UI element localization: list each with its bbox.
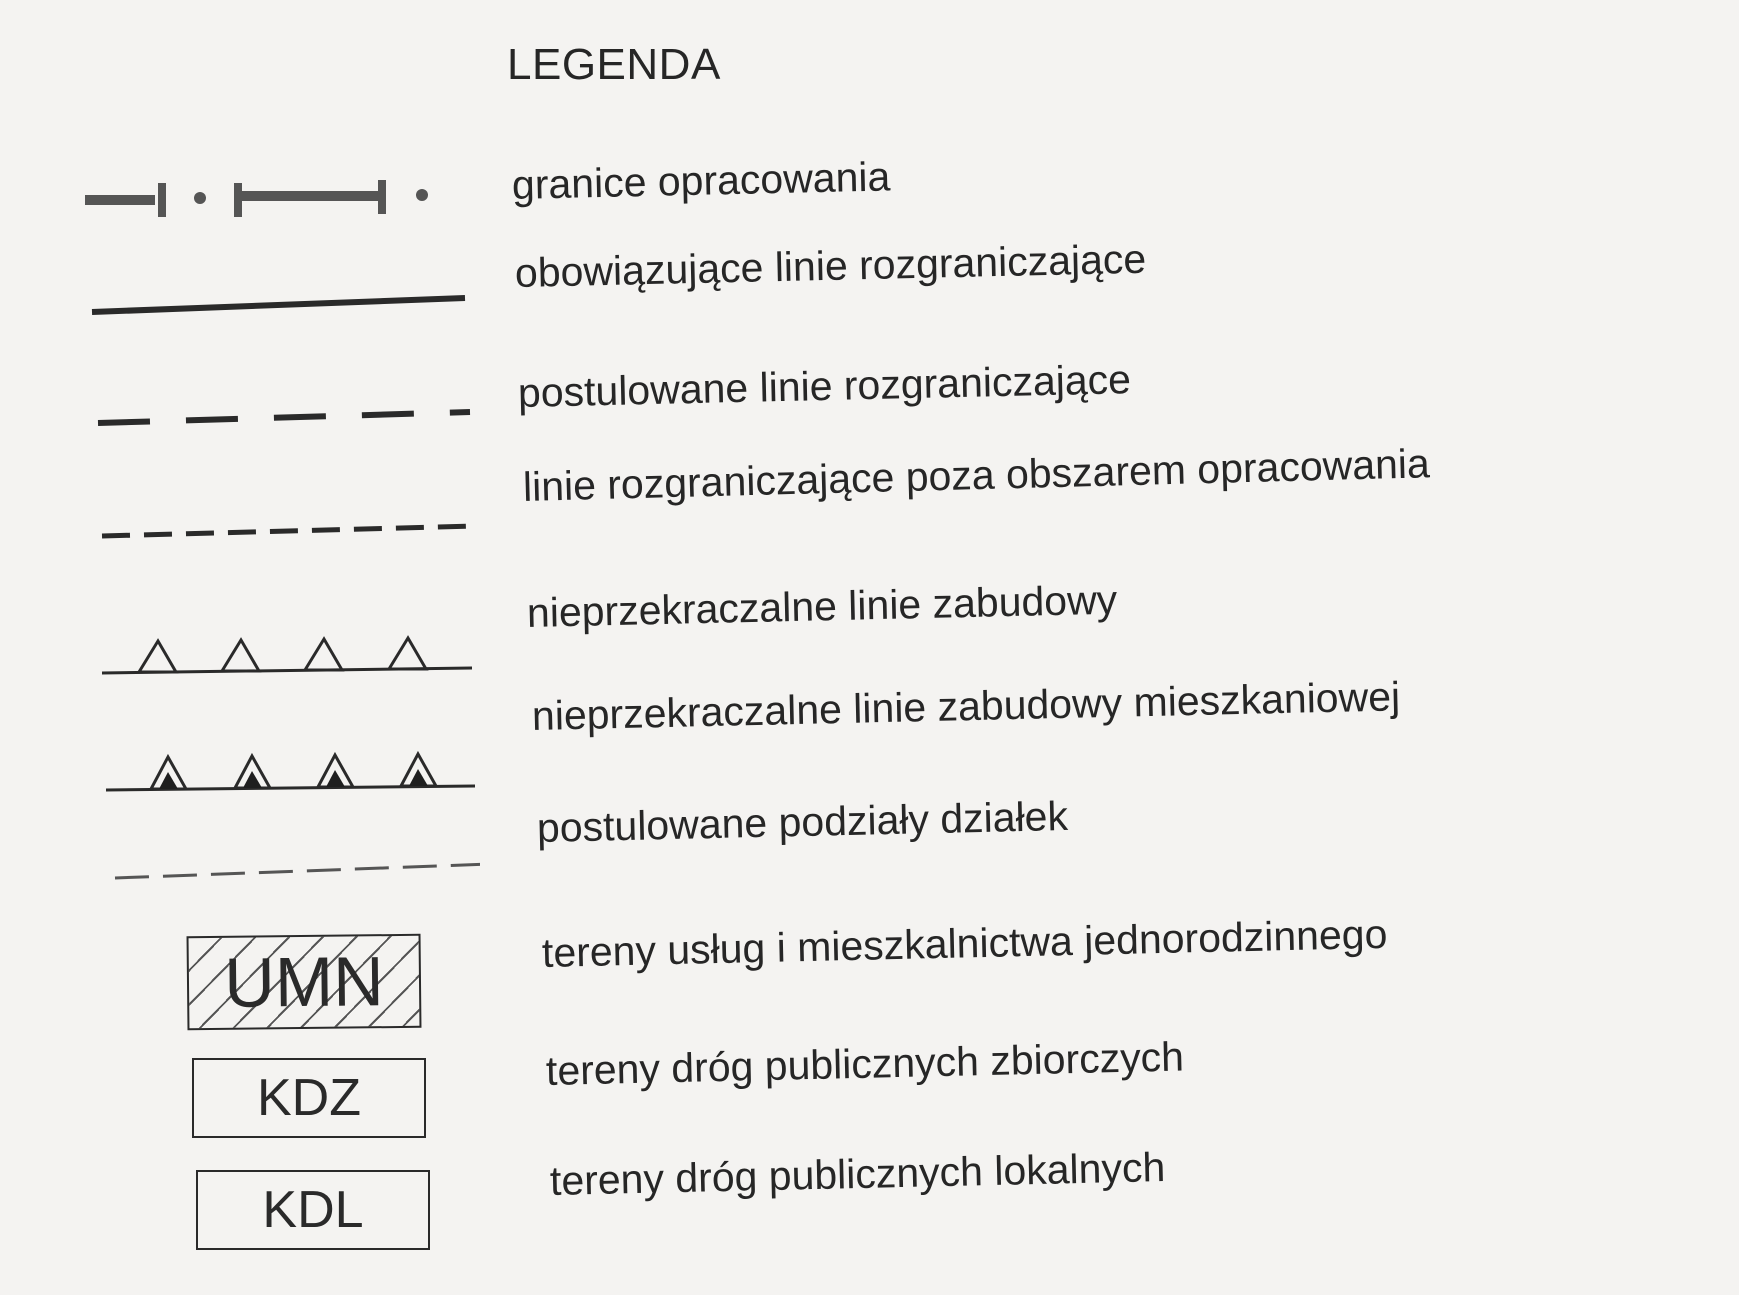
solid-line-symbol bbox=[80, 250, 480, 350]
kdz-code: KDZ bbox=[257, 1069, 361, 1127]
light-dashed-line-symbol bbox=[80, 840, 480, 940]
legend-title: LEGENDA bbox=[507, 40, 721, 89]
legend-row-solid-line bbox=[0, 235, 1739, 350]
legend-label-umn: tereny usług i mieszkalnictwa jednorodzinnego bbox=[541, 910, 1388, 976]
kdl-code: KDL bbox=[262, 1181, 364, 1239]
legend-label-solid-line: obowiązujące linie rozgraniczające bbox=[514, 235, 1147, 296]
legend-row-short-dashed bbox=[0, 440, 1739, 588]
kdl-code-box bbox=[196, 1170, 430, 1250]
legend-label-light-dashed: postulowane podziały działek bbox=[536, 792, 1069, 851]
filled-triangle-line-symbol bbox=[80, 728, 480, 828]
boundary-line-symbol bbox=[80, 150, 480, 250]
legend-label-filled-triangles: nieprzekraczalne linie zabudowy mieszkaniowej bbox=[531, 673, 1401, 739]
legend-label-kdl: tereny dróg publicznych lokalnych bbox=[549, 1144, 1166, 1204]
legend-label-long-dashed: postulowane linie rozgraniczające bbox=[517, 356, 1132, 416]
umn-code-box bbox=[187, 934, 422, 1030]
legend-row-kdz bbox=[0, 1033, 1739, 1158]
long-dashed-line-symbol bbox=[80, 370, 480, 470]
umn-code: UMN bbox=[223, 942, 385, 1022]
legend-label-boundary: granice opracowania bbox=[511, 153, 891, 208]
legend-label-kdz: tereny dróg publicznych zbiorczych bbox=[545, 1033, 1185, 1094]
kdz-code-box bbox=[192, 1058, 426, 1138]
legend-label-short-dashed: linie rozgraniczające poza obszarem opracowania bbox=[522, 440, 1431, 510]
legend-row-boundary bbox=[0, 150, 1739, 250]
legend-row-kdl bbox=[0, 1144, 1739, 1270]
open-triangle-line-symbol bbox=[80, 610, 480, 710]
legend-row-umn bbox=[0, 910, 1739, 1035]
short-dashed-line-symbol bbox=[80, 488, 480, 588]
legend-label-open-triangles: nieprzekraczalne linie zabudowy bbox=[526, 576, 1118, 636]
